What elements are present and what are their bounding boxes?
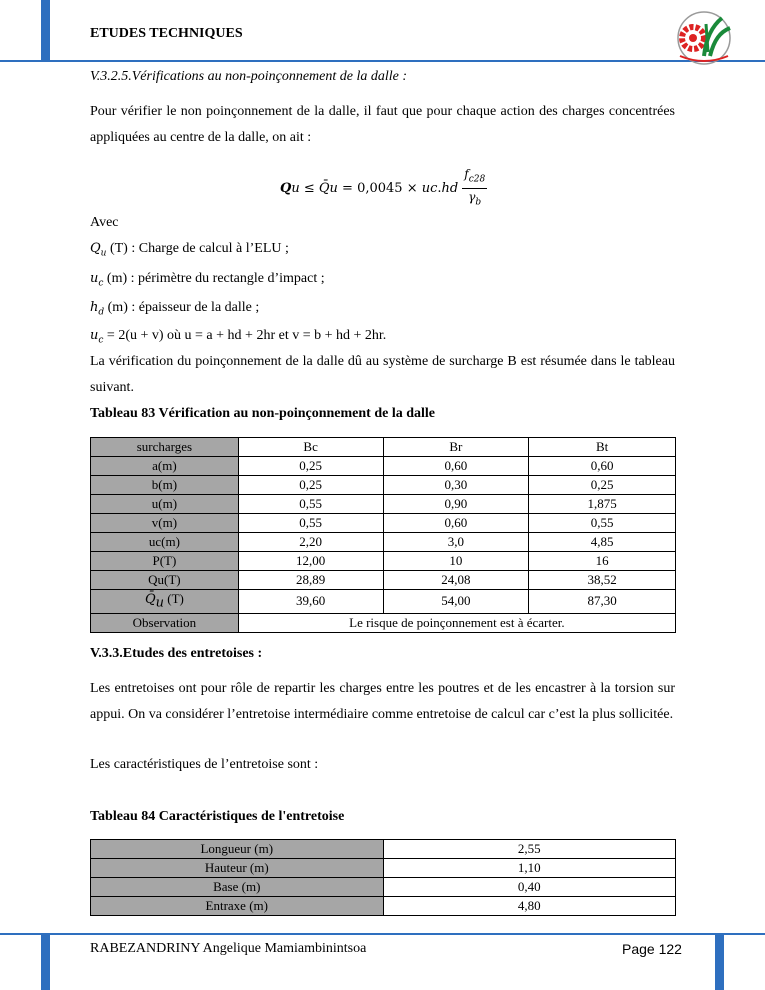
table-cell: 0,40 — [383, 878, 675, 897]
table-cell: 2,55 — [383, 840, 675, 859]
formula-dot: . — [437, 180, 442, 196]
table-header-cell: Bt — [529, 438, 676, 457]
observation-text: Le risque de poinçonnement est à écarter. — [238, 613, 675, 632]
table-header-cell: surcharges — [91, 438, 239, 457]
table-cell: 0,25 — [238, 457, 383, 476]
table-cell: 10 — [383, 552, 529, 571]
def-uc-formula: $u_c = 2(u + v)$ où u = a + hd + 2hr et v = b + hd + 2hr. — [90, 328, 387, 346]
table84-title: Tableau 84 Caractéristiques de l'entretoise — [90, 809, 345, 824]
table-row — [91, 495, 676, 514]
table-cell: u(m) — [91, 495, 239, 514]
observation-label: Observation — [91, 613, 239, 632]
footer-page-number: Page 122 — [622, 941, 682, 957]
def-uc: $u_c$ (m) : périmètre du rectangle d’impact ; — [90, 271, 325, 289]
table-row — [91, 840, 676, 859]
avec-label: Avec — [90, 215, 119, 230]
table-cell: 1,10 — [383, 859, 675, 878]
table-cell: 12,00 — [238, 552, 383, 571]
table-cell: 0,25 — [238, 476, 383, 495]
table-row — [91, 590, 676, 614]
table-cell: P(T) — [91, 552, 239, 571]
formula-lhs: Q — [280, 180, 292, 196]
formula-hd-sub: d — [449, 180, 459, 196]
formula-rhs-sub: u — [329, 180, 338, 196]
table-row — [91, 859, 676, 878]
formula-den-sub: b — [475, 196, 482, 207]
qbar-unit: (T) — [167, 591, 184, 606]
table-cell: 0,55 — [529, 514, 676, 533]
qbar-sub: u — [155, 595, 164, 611]
table-row — [91, 457, 676, 476]
table-cell: Entraxe (m) — [91, 897, 384, 916]
formula-fraction — [462, 166, 487, 210]
footer-rule — [0, 933, 765, 935]
table-row — [91, 613, 676, 632]
formula-rhs: Q̄ — [318, 180, 330, 196]
table-row — [91, 552, 676, 571]
intro-paragraph: Pour vérifier le non poinçonnement de la dalle, il faut que pour chaque action des charges concentrées appliquées au centre de la dalle, on ait : — [90, 104, 675, 145]
table-cell: 0,60 — [383, 457, 529, 476]
table-row — [91, 514, 676, 533]
def-hd-text: (m) : épaisseur de la dalle ; — [107, 300, 260, 315]
table-cell: 0,60 — [383, 514, 529, 533]
entretoises-caracteristiques: Les caractéristiques de l’entretoise sont : — [90, 757, 319, 772]
table-row — [91, 533, 676, 552]
table-cell: 39,60 — [238, 590, 383, 614]
table-cell: v(m) — [91, 514, 239, 533]
table-cell: 28,89 — [238, 571, 383, 590]
table-cell-qbar — [91, 590, 239, 614]
formula-lhs-sub: u — [291, 180, 300, 196]
table-row — [91, 571, 676, 590]
table-cell: 0,55 — [238, 514, 383, 533]
table-cell: 1,875 — [529, 495, 676, 514]
table-cell: 4,80 — [383, 897, 675, 916]
table-row — [91, 476, 676, 495]
formula-den: γ — [468, 189, 476, 204]
table-cell: 0,90 — [383, 495, 529, 514]
table-cell: 38,52 — [529, 571, 676, 590]
table-cell: 87,30 — [529, 590, 676, 614]
table-cell: Qu(T) — [91, 571, 239, 590]
footer-left-bar — [41, 933, 50, 990]
def-qu-text: (T) : Charge de calcul à l’ELU ; — [109, 241, 289, 256]
table84 — [90, 839, 676, 916]
table-cell: b(m) — [91, 476, 239, 495]
header-rule — [0, 60, 765, 62]
table-cell: a(m) — [91, 457, 239, 476]
table-cell: 0,55 — [238, 495, 383, 514]
entretoises-paragraph: Les entretoises ont pour rôle de repartir les charges entre les poutres et de les encastrer à la torsion sur appui. On va considérer l’entretoise intermédiaire comme entretoise de calcul car c’est la plus sollicitée. — [90, 681, 675, 722]
def-uc-formula-text: = 2(u + v) où u = a + hd + 2hr et v = b + hd + 2hr. — [106, 328, 387, 343]
def-uc-text: (m) : périmètre du rectangle d’impact ; — [106, 271, 325, 286]
table-cell: Longueur (m) — [91, 840, 384, 859]
university-logo-icon — [668, 8, 740, 66]
table-cell: 16 — [529, 552, 676, 571]
formula-hd: h — [441, 180, 450, 196]
header-title: ETUDES TECHNIQUES — [90, 26, 243, 41]
table-cell: Hauteur (m) — [91, 859, 384, 878]
formula-uc: u — [421, 180, 431, 196]
table83 — [90, 437, 676, 633]
table-cell: 24,08 — [383, 571, 529, 590]
section-heading-poinconnement: V.3.2.5.Vérifications au non-poinçonnement de la dalle : — [90, 69, 408, 84]
formula-num: f — [464, 167, 469, 182]
footer-author: RABEZANDRINY Angelique Mamiambinintsoa — [90, 941, 367, 956]
def-qu: $Q_u$ (T) : Charge de calcul à l’ELU ; — [90, 241, 289, 259]
table83-intro: La vérification du poinçonnement de la dalle dû au système de surcharge B est résumée dans le tableau suivant. — [90, 354, 675, 395]
section-heading-entretoises: V.3.3.Etudes des entretoises : — [90, 646, 263, 661]
table-cell: 54,00 — [383, 590, 529, 614]
table-cell: 3,0 — [383, 533, 529, 552]
table-cell: 4,85 — [529, 533, 676, 552]
formula-le: ≤ — [299, 180, 319, 196]
table-cell: Base (m) — [91, 878, 384, 897]
table-header-cell: Bc — [238, 438, 383, 457]
table-cell: 0,60 — [529, 457, 676, 476]
formula-num-sub: c28 — [468, 174, 486, 185]
table-header-cell: Br — [383, 438, 529, 457]
table-cell: uc(m) — [91, 533, 239, 552]
table-cell: 2,20 — [238, 533, 383, 552]
table-row — [91, 438, 676, 457]
table-cell: 0,25 — [529, 476, 676, 495]
table-row — [91, 878, 676, 897]
def-hd: $h_d$ (m) : épaisseur de la dalle ; — [90, 300, 260, 318]
table-row — [91, 897, 676, 916]
header-left-bar — [41, 0, 50, 60]
table83-title: Tableau 83 Vérification au non-poinçonnement de la dalle — [90, 406, 435, 421]
formula-uc-sub: c — [430, 180, 438, 196]
formula-eq: = 0,0045 × — [337, 180, 422, 196]
table-cell: 0,30 — [383, 476, 529, 495]
footer-right-bar — [715, 933, 724, 990]
formula — [280, 168, 487, 208]
qbar-symbol: Q̄ — [144, 592, 156, 607]
